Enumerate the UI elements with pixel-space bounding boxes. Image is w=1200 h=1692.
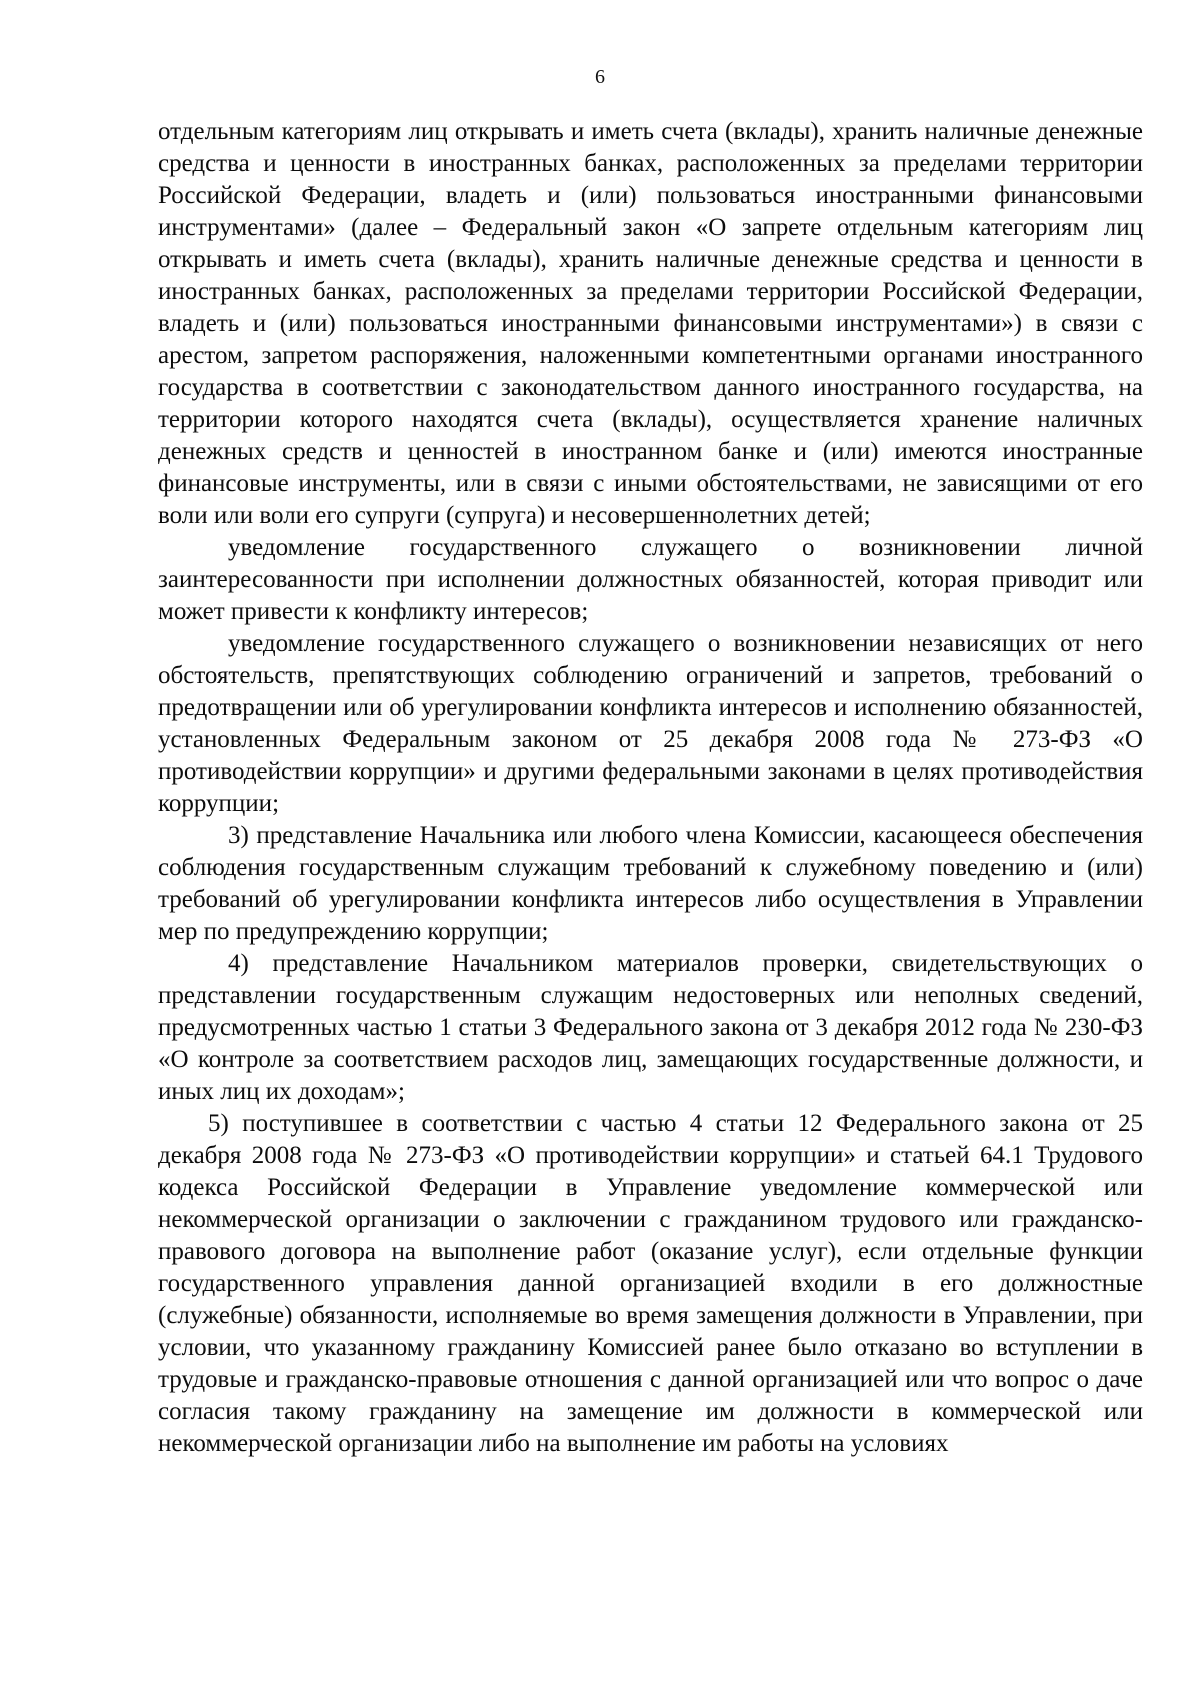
paragraph-item-3: 3) представление Начальника или любого члена Комиссии, касающееся обеспечения соблюдения государственным служащим требований к служебному поведению и (или) требований об урегулировании конфликта интересов либо осуществления в Управлении мер по предупреждению коррупции; — [158, 822, 1143, 945]
paragraph-independent-circumstances-notice: уведомление государственного служащего о возникновении независящих от него обстоятельств, препятствующих соблюдению ограничений и запретов, требований о предотвращении или об урегулировании конфликта интересов и исполнению обязанностей, установленных Федеральным законом от 25 декабря 2008 года № 273-ФЗ «О противодействии коррупции» и другими федеральными законами в целях противодействия коррупции; — [158, 630, 1143, 817]
document-body — [158, 116, 1143, 1460]
paragraph-personal-interest-notice: уведомление государственного служащего о возникновении личной заинтересованности при исполнении должностных обязанностей, которая приводит или может привести к конфликту интересов; — [158, 534, 1143, 625]
paragraph-item-4: 4) представление Начальником материалов проверки, свидетельствующих о представлении государственным служащим недостоверных или неполных сведений, предусмотренных частью 1 статьи 3 Федерального закона от 3 декабря 2012 года № 230-ФЗ «О контроле за соответствием расходов лиц, замещающих государственные должности, и иных лиц их доходам»; — [158, 950, 1143, 1105]
paragraph-continued-text: отдельным категориям лиц открывать и иметь счета (вклады), хранить наличные денежные средства и ценности в иностранных банках, расположенных за пределами территории Российской Федерации, владеть и (или) пользоваться иностранными финансовыми инструментами» (далее – Федеральный закон «О запрете отдельным категориям лиц открывать и иметь счета (вклады), хранить наличные денежные средства и ценности в иностранных банках, расположенных за пределами территории Российской Федерации, владеть и (или) пользоваться иностранными финансовыми инструментами») в связи с арестом, запретом распоряжения, наложенными компетентными органами иностранного государства в соответствии с законодательством данного иностранного государства, на территории которого находятся счета (вклады), осуществляется хранение наличных денежных средств и ценностей в иностранном банке и (или) имеются иностранные финансовые инструменты, или в связи с иными обстоятельствами, не зависящими от его воли или воли его супруги (супруга) и несовершеннолетних детей; — [158, 118, 1143, 529]
page-number: 6 — [595, 66, 605, 88]
paragraph-item-5: 5) поступившее в соответствии с частью 4 статьи 12 Федерального закона от 25 декабря 2008 года № 273-ФЗ «О противодействии коррупции» и статьей 64.1 Трудового кодекса Российской Федерации в Управление уведомление коммерческой или некоммерческой организации о заключении с гражданином трудового или гражданско-правового договора на выполнение работ (оказание услуг), если отдельные функции государственного управления данной организацией входили в его должностные (служебные) обязанности, исполняемые во время замещения должности в Управлении, при условии, что указанному гражданину Комиссией ранее было отказано во вступлении в трудовые и гражданско-правовые отношения с данной организацией или что вопрос о даче согласия такому гражданину на замещение им должности в коммерческой или некоммерческой организации либо на выполнение им работы на условиях — [158, 1110, 1143, 1457]
